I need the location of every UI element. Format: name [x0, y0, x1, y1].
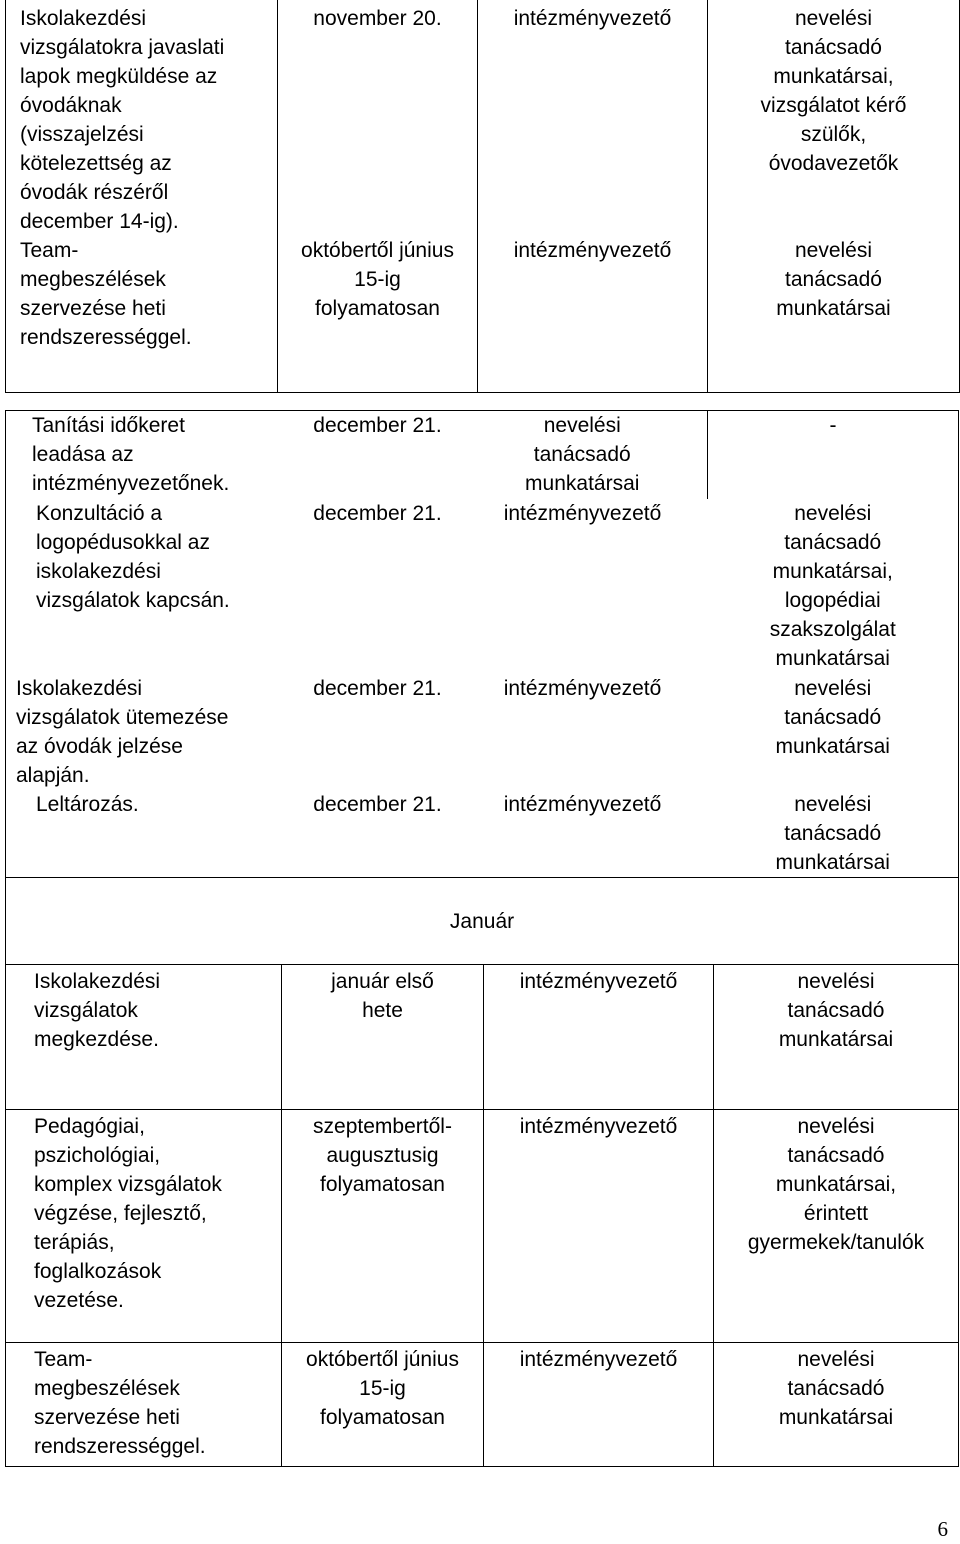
task-line: intézményvezetőnek.	[32, 472, 230, 495]
task-line: megkezdése.	[34, 1028, 159, 1051]
participants-line: szakszolgálat	[769, 617, 896, 641]
task-line: szervezése heti	[34, 1406, 180, 1429]
responsible-line: intézményvezető	[519, 1115, 678, 1138]
deadline-line: folyamatosan	[315, 297, 440, 320]
participants-line: tanácsadó	[785, 36, 882, 59]
task-line: kötelezettség az	[20, 152, 172, 175]
task-line: szervezése heti	[20, 297, 166, 320]
task-line: megbeszélések	[20, 268, 166, 291]
participants-line: nevelési	[794, 792, 872, 816]
task-line: iskolakezdési	[36, 559, 161, 583]
responsible-line: intézményvezető	[503, 792, 662, 816]
task-cell	[6, 0, 278, 236]
deadline-line: augusztusig	[326, 1144, 439, 1167]
task-line: Leltározás.	[36, 792, 139, 816]
participants-cell	[708, 499, 959, 674]
participants-cell	[714, 1343, 959, 1467]
participants-line: tanácsadó	[784, 821, 882, 845]
participants-line: munkatársai	[778, 1406, 894, 1429]
participants-cell	[708, 674, 959, 790]
task-line: vezetése.	[34, 1289, 124, 1312]
responsible-line: intézményvezető	[503, 501, 662, 525]
table-row	[6, 1343, 959, 1467]
participants-line: nevelési	[797, 1348, 875, 1371]
page-number: 6	[937, 1517, 948, 1541]
deadline-line: hete	[362, 999, 403, 1022]
task-line: Tanítási időkeret	[32, 414, 185, 437]
deadline-cell	[298, 674, 458, 790]
deadline-line: 15-ig	[359, 1377, 406, 1400]
task-line: foglalkozások	[34, 1260, 162, 1283]
deadline-line: 15-ig	[354, 268, 401, 291]
task-cell	[6, 674, 298, 790]
participants-line: munkatársai,	[773, 65, 894, 88]
deadline-cell	[298, 790, 458, 878]
table-row	[6, 674, 959, 790]
month-heading-januar: Január	[6, 878, 959, 965]
responsible-line: intézményvezető	[519, 1348, 678, 1371]
participants-line: munkatársai	[775, 646, 890, 670]
participants-line: érintett	[803, 1202, 869, 1225]
table-row	[6, 1110, 959, 1343]
task-line: megbeszélések	[34, 1377, 180, 1400]
responsible-cell	[458, 674, 708, 790]
task-line: az óvodák jelzése	[16, 734, 183, 758]
deadline-cell	[282, 1110, 484, 1343]
task-line: rendszerességgel.	[34, 1435, 206, 1458]
task-cell	[6, 411, 298, 499]
task-line: vizsgálatok	[34, 999, 138, 1022]
responsible-cell	[458, 411, 708, 499]
table-row	[6, 236, 960, 392]
participants-cell	[714, 965, 959, 1110]
participants-line: nevelési	[794, 676, 872, 700]
table-row	[6, 0, 960, 236]
participants-line: munkatársai	[775, 850, 890, 874]
participants-line: nevelési	[794, 239, 873, 262]
participants-line: tanácsadó	[785, 268, 882, 291]
participants-line: logopédiai	[784, 588, 881, 612]
deadline-line: november 20.	[313, 7, 442, 30]
deadline-cell	[298, 499, 458, 674]
task-line: Iskolakezdési	[16, 676, 143, 700]
task-line: vizsgálatok kapcsán.	[36, 588, 230, 612]
task-line: logopédusokkal az	[36, 530, 210, 554]
participants-cell	[714, 1110, 959, 1343]
participants-line: tanácsadó	[787, 999, 885, 1022]
responsible-cell	[484, 965, 714, 1110]
responsible-cell	[484, 1343, 714, 1467]
responsible-cell	[478, 236, 708, 392]
deadline-line: szeptembertől-	[313, 1115, 452, 1138]
participants-line: nevelési	[797, 970, 875, 993]
table-row	[6, 499, 959, 674]
task-cell	[6, 1110, 282, 1343]
task-cell	[6, 499, 298, 674]
task-line: leadása az	[32, 443, 134, 466]
responsible-line: intézményvezető	[513, 239, 672, 262]
schedule-table-december	[5, 410, 959, 878]
deadline-line: októbertől június	[301, 239, 454, 262]
table-row	[6, 965, 959, 1110]
deadline-line: január első	[331, 970, 434, 993]
deadline-line: folyamatosan	[320, 1173, 445, 1196]
task-line: komplex vizsgálatok	[34, 1173, 222, 1196]
task-cell	[6, 790, 298, 878]
responsible-cell	[458, 499, 708, 674]
deadline-cell	[278, 236, 478, 392]
participants-line: tanácsadó	[784, 530, 882, 554]
participants-line: gyermekek/tanulók	[747, 1231, 925, 1254]
deadline-line: folyamatosan	[320, 1406, 445, 1429]
participants-line: munkatársai	[778, 1028, 894, 1051]
task-line: (visszajelzési	[20, 123, 144, 146]
deadline-cell	[298, 411, 458, 499]
task-line: Team-	[34, 1348, 93, 1371]
task-line: Konzultáció a	[36, 501, 163, 525]
participants-cell	[708, 411, 959, 499]
responsible-line: intézményvezető	[513, 7, 672, 30]
participants-line: tanácsadó	[787, 1377, 885, 1400]
task-line: lapok megküldése az	[20, 65, 218, 88]
task-line: végzése, fejlesztő,	[34, 1202, 207, 1225]
participants-line: munkatársai,	[772, 559, 893, 583]
task-line: Iskolakezdési	[20, 7, 147, 30]
responsible-cell	[484, 1110, 714, 1343]
schedule-table-november	[5, 0, 960, 393]
participants-cell	[708, 790, 959, 878]
participants-line: szülők,	[800, 123, 867, 146]
participants-cell	[708, 236, 960, 392]
responsible-line: tanácsadó	[533, 443, 631, 466]
task-line: terápiás,	[34, 1231, 115, 1254]
deadline-line: december 21.	[313, 414, 442, 437]
deadline-line: december 21.	[313, 501, 442, 525]
deadline-cell	[278, 0, 478, 236]
task-line: vizsgálatok ütemezése	[16, 705, 229, 729]
task-line: alapján.	[16, 763, 90, 787]
responsible-line: nevelési	[543, 414, 621, 437]
participants-line: tanácsadó	[784, 705, 882, 729]
participants-line: vizsgálatot kérő	[760, 94, 907, 117]
deadline-cell	[282, 1343, 484, 1467]
deadline-line: december 21.	[313, 676, 442, 700]
participants-line: munkatársai	[776, 297, 891, 320]
task-line: rendszerességgel.	[20, 326, 192, 349]
participants-line: munkatársai	[775, 734, 890, 758]
participants-line: óvodavezetők	[768, 152, 899, 175]
task-line: óvodák részéről	[20, 181, 169, 204]
participants-line: munkatársai,	[775, 1173, 897, 1196]
responsible-line: intézményvezető	[503, 676, 662, 700]
task-cell	[6, 965, 282, 1110]
task-line: óvodáknak	[20, 94, 122, 117]
responsible-cell	[478, 0, 708, 236]
task-line: Iskolakezdési	[34, 970, 161, 993]
participants-line: nevelési	[794, 7, 873, 30]
table-row	[6, 790, 959, 878]
responsible-line: intézményvezető	[519, 970, 678, 993]
participants-line: -	[829, 414, 837, 437]
task-line: december 14-ig).	[20, 210, 179, 233]
deadline-cell	[282, 965, 484, 1110]
table-row	[6, 411, 959, 499]
participants-cell	[708, 0, 960, 236]
deadline-line: októbertől június	[306, 1348, 459, 1371]
task-cell	[6, 236, 278, 392]
task-line: vizsgálatokra javaslati	[20, 36, 225, 59]
deadline-line: december 21.	[313, 792, 442, 816]
task-line: pszichológiai,	[34, 1144, 161, 1167]
task-line: Team-	[20, 239, 79, 262]
participants-line: nevelési	[797, 1115, 875, 1138]
schedule-table-january	[5, 877, 959, 1467]
responsible-line: munkatársai	[525, 472, 640, 495]
participants-line: tanácsadó	[787, 1144, 885, 1167]
task-cell	[6, 1343, 282, 1467]
participants-line: nevelési	[794, 501, 872, 525]
task-line: Pedagógiai,	[34, 1115, 145, 1138]
responsible-cell	[458, 790, 708, 878]
